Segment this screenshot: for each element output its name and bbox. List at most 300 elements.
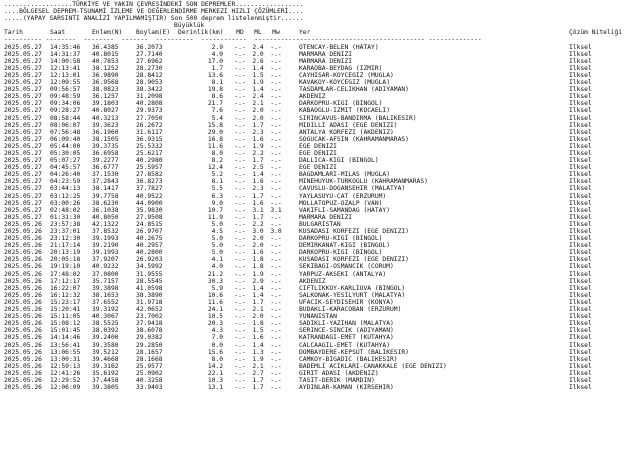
cell-revision: İlksel [569,135,592,143]
cell-place: KUSADASI KORFEZI (EGE DENIZI) [299,256,409,264]
cell-lon: 40.2957 [136,242,163,250]
cell-md: -.- [234,185,246,193]
col-place: Yer [299,29,311,37]
cell-lon: 31.9555 [136,270,163,278]
cell-place: AKDENIZ [299,93,326,101]
cell-md: -.- [234,284,246,292]
cell-depth: 29.0 [207,128,223,136]
cell-ml: 1.7 [252,376,264,384]
table-row [4,334,640,341]
cell-md: -.- [234,79,246,87]
cell-date: 2025.05.27 [4,86,42,94]
cell-depth: 5.0 [211,249,223,257]
cell-mw: 3.1 [270,206,282,214]
cell-lon: 24.8515 [136,220,163,228]
cell-place: VAKIFLI-SAMANDAG (HATAY) [299,206,390,214]
cell-revision: İlksel [569,86,592,94]
header-line-2: ....BÖLGESEL DEPREM-TSUNAMİ İZLEME VE DEĞERLENDİRME MERKEZİ HIZLI ÇÖZÜMLERİ.... [4,8,304,16]
cell-mw: -.- [270,334,282,342]
cell-depth: 5.0 [211,220,223,228]
cell-ml: 2.3 [252,185,264,193]
cell-md: -.- [234,164,246,172]
cell-lon: 31.2098 [136,93,163,101]
cell-revision: İlksel [569,171,592,179]
cell-place: YUNANISTAN [299,313,337,321]
cell-ml: 1.7 [252,192,264,200]
table-row [4,86,640,93]
table-row [4,164,640,171]
cell-ml: 1.9 [252,270,264,278]
cell-date: 2025.05.27 [4,71,42,79]
cell-depth: 16.8 [207,135,223,143]
cell-time: 19:19:10 [50,263,81,271]
cell-mw: -.- [270,341,282,349]
cell-place: MIDILLI ADASI (EGE DENIZI) [299,121,398,129]
cell-depth: 5.5 [211,185,223,193]
cell-date: 2025.05.27 [4,128,42,136]
cell-ml: 2.0 [252,107,264,115]
cell-time: 09:28:27 [50,107,81,115]
cell-date: 2025.05.26 [4,291,42,299]
cell-md: -.- [234,277,246,285]
cell-lat: 40.8050 [92,213,119,221]
cell-md: -.- [234,192,246,200]
cell-place: ANTALYA KORFEZI (AKDENIZ) [299,128,394,136]
header-line-1: ..................TÜRKİYE VE YAKIN ÇEVRESİNDEKİ SON DEPREMLER.................. [4,1,304,8]
cell-lat: 37.6552 [92,298,119,306]
cell-md: -.- [234,71,246,79]
table-row [4,79,640,86]
cell-place: MOLLATOPUZ-OZALP (VAN) [299,199,383,207]
cell-ml: 1.8 [252,263,264,271]
cell-time: 03:44:13 [50,185,81,193]
cell-mw: -.- [270,320,282,328]
cell-date: 2025.05.27 [4,142,42,150]
cell-date: 2025.05.26 [4,220,42,228]
cell-depth: 8.1 [211,178,223,186]
cell-revision: İlksel [569,100,592,108]
cell-date: 2025.05.26 [4,327,42,335]
table-row [4,285,640,292]
cell-lon: 26.9707 [136,228,163,235]
cell-ml: 1.9 [252,355,264,363]
cell-time: 13:06:55 [50,348,81,356]
cell-place: KABAOGLU-IZMIT (KOCAELI) [299,107,390,115]
col-lat: Enlem(N) [92,29,123,37]
cell-mw: -.- [270,157,282,165]
cell-lat: 38.0823 [92,86,119,94]
cell-date: 2025.05.27 [4,43,42,51]
cell-lat: 40.3213 [92,114,119,122]
cell-revision: İlksel [569,121,592,129]
cell-md: -.- [234,348,246,356]
cell-revision: İlksel [569,263,592,271]
table-row [4,44,640,51]
cell-place: KARAOBA-BEYDAG (IZMIR) [299,64,383,72]
cell-place: EGE DENIZI [299,149,337,157]
cell-place: CAVUSLU-DOGANSEHIR (MALATYA) [299,185,406,193]
cell-md: -.- [234,50,246,58]
cell-mw: -.- [270,277,282,285]
cell-revision: İlksel [569,185,592,193]
cell-date: 2025.05.26 [4,362,42,370]
cell-date: 2025.05.27 [4,135,42,143]
cell-lat: 38.1252 [92,64,119,72]
cell-revision: İlksel [569,93,592,101]
cell-time: 03:12:25 [50,192,81,200]
cell-md: -.- [234,384,246,392]
cell-md: -.- [234,263,246,271]
cell-ml: 1.9 [252,79,264,87]
cell-depth: 9.0 [211,199,223,207]
cell-depth: 5.2 [211,171,223,179]
cell-depth: 8.0 [211,149,223,157]
cell-ml: 1.4 [252,291,264,299]
cell-depth: 11.6 [207,298,223,306]
cell-depth: 6.3 [211,192,223,200]
cell-md: -.- [234,213,246,221]
table-row [4,115,640,122]
cell-md: -.- [234,64,246,72]
cell-ml: 1.7 [252,384,264,392]
cell-lon: 27.6962 [136,57,163,65]
cell-md: -.- [234,171,246,179]
cell-lat: 37.9207 [92,256,119,264]
table-row [4,150,640,157]
cell-date: 2025.05.26 [4,313,42,321]
cell-revision: İlksel [569,348,592,356]
cell-ml: 2.0 [252,242,264,250]
table-row [4,100,640,107]
cell-lon: 38.3422 [136,86,163,94]
cell-lon: 25.6217 [136,149,163,157]
table-row [4,256,640,263]
cell-mw: -.- [270,213,282,221]
cell-place: SOGUCAK-AFSIN (KAHRAMANMARAS) [299,135,409,143]
cell-revision: İlksel [569,235,592,243]
cell-lon: 28.1657 [136,348,163,356]
table-row [4,178,640,185]
cell-md: -.- [234,242,246,250]
table-row [4,221,640,228]
cell-mw: 3.0 [270,228,282,235]
cell-place: EGE DENIZI [299,164,337,172]
cell-place: TASDAMLAR-CELIKHAN (ADIYAMAN) [299,86,409,94]
cell-revision: İlksel [569,270,592,278]
cell-lat: 38.6230 [92,199,119,207]
cell-mw: -.- [270,171,282,179]
cell-depth: 10.6 [207,291,223,299]
table-row [4,249,640,256]
cell-lat: 40.8027 [92,107,119,115]
cell-time: 17:12:17 [50,277,81,285]
cell-date: 2025.05.26 [4,242,42,250]
cell-depth: 8.0 [211,355,223,363]
cell-depth: 2.9 [211,43,223,51]
col-mw: Mw [272,29,280,37]
cell-place: AYDINLAR-KAMAN (KIRSEHIR) [299,384,394,392]
cell-time: 20:13:19 [50,249,81,257]
cell-revision: İlksel [569,79,592,87]
col-md: MD [236,29,244,37]
cell-place: UFACIK-SEYDISEHIR (KONYA) [299,298,394,306]
cell-place: SIRINCAVUS-BANDIRMA (BALIKESIR) [299,114,417,122]
cell-revision: İlksel [569,256,592,264]
cell-date: 2025.05.26 [4,228,42,235]
cell-depth: 10.5 [207,313,223,321]
cell-lon: 40.2675 [136,235,163,243]
cell-mw: -.- [270,242,282,250]
cell-mw: -.- [270,135,282,143]
cell-time: 05:44:00 [50,142,81,150]
cell-lon: 31.6117 [136,128,163,136]
cell-time: 12:59:13 [50,362,81,370]
cell-revision: İlksel [569,327,592,335]
cell-depth: 5.9 [211,284,223,292]
cell-ml: 2.6 [252,57,264,65]
cell-mw: -.- [270,263,282,271]
cell-ml: 1.3 [252,348,264,356]
cell-mw: -.- [270,121,282,129]
table-row [4,228,640,235]
cell-lat: 39.3805 [92,384,119,392]
cell-lat: 36.6777 [92,164,119,172]
cell-time: 15:11:05 [50,313,81,321]
cell-date: 2025.05.26 [4,355,42,363]
table-row [4,271,640,278]
cell-date: 2025.05.26 [4,298,42,306]
cell-mw: -.- [270,355,282,363]
cell-depth: 0.0 [211,341,223,349]
cell-lon: 31.9718 [136,298,163,306]
cell-ml: 1.8 [252,320,264,328]
cell-place: DEMIRKANAT-KIGI (BINGOL) [299,242,390,250]
cell-mw: -.- [270,270,282,278]
cell-depth: 17.0 [207,57,223,65]
cell-ml: 1.6 [252,334,264,342]
cell-date: 2025.05.26 [4,376,42,384]
cell-date: 2025.05.26 [4,249,42,257]
cell-place: SEKIBAGI-OSMANCIK (CORUM) [299,263,394,271]
cell-date: 2025.05.26 [4,277,42,285]
cell-lat: 39.7758 [92,192,119,200]
cell-revision: İlksel [569,298,592,306]
cell-revision: İlksel [569,355,592,363]
cell-ml: 1.4 [252,171,264,179]
cell-place: DALLICA-KIGI (BINGOL) [299,157,379,165]
cell-ml: 1.4 [252,64,264,72]
cell-revision: İlksel [569,306,592,314]
cell-time: 13:56:41 [50,341,81,349]
cell-md: -.- [234,341,246,349]
cell-place: TASIT-DERIK (MARDIN) [299,376,375,384]
cell-revision: İlksel [569,178,592,186]
cell-depth: 7.0 [211,334,223,342]
cell-depth: 20.3 [207,320,223,328]
cell-ml: 2.2 [252,149,264,157]
cell-depth: 10.7 [207,206,223,214]
cell-revision: İlksel [569,242,592,250]
cell-revision: İlksel [569,277,592,285]
cell-place: CALCAAGIL-EMET (KUTAHYA) [299,341,390,349]
cell-mw: -.- [270,284,282,292]
col-revision: Çözüm Niteliği [569,29,623,37]
cell-time: 20:05:18 [50,256,81,264]
table-row [4,349,640,356]
cell-time: 15:23:17 [50,298,81,306]
cell-depth: 19.8 [207,86,223,94]
cell-ml: 3.1 [252,206,264,214]
cell-depth: 30.3 [207,277,223,285]
cell-md: -.- [234,220,246,228]
cell-md: -.- [234,256,246,264]
cell-place: DARKOPRU-KIGI (BINGOL) [299,100,383,108]
cell-date: 2025.05.26 [4,284,42,292]
cell-lat: 36.9568 [92,79,119,87]
cell-time: 15:20:41 [50,306,81,314]
cell-lat: 35.6192 [92,369,119,377]
table-row [4,171,640,178]
cell-lat: 36.6958 [92,149,119,157]
cell-date: 2025.05.27 [4,57,42,65]
table-row [4,377,640,384]
cell-mw: -.- [270,86,282,94]
cell-lat: 39.3898 [92,284,119,292]
cell-md: -.- [234,249,246,257]
cell-lon: 38.3890 [136,291,163,299]
cell-md: -.- [234,178,246,186]
cell-date: 2025.05.27 [4,121,42,129]
cell-place: KATRANDAGI-EMET (KUTAHYA) [299,334,394,342]
cell-md: -.- [234,135,246,143]
cell-ml: 1.4 [252,341,264,349]
cell-lon: 26.2672 [136,121,163,129]
cell-place: OTENCAY-BELEN (HATAY) [299,43,379,51]
cell-depth: 11.9 [207,213,223,221]
table-row [4,185,640,192]
cell-mw: -.- [270,249,282,257]
table-row [4,292,640,299]
table-row [4,93,640,100]
cell-mw: -.- [270,114,282,122]
cell-lon: 28.1668 [136,355,163,363]
cell-mw: -.- [270,185,282,193]
cell-lon: 29.0382 [136,334,163,342]
cell-date: 2025.05.27 [4,171,42,179]
cell-revision: İlksel [569,206,592,214]
cell-time: 14:35:46 [50,43,81,51]
cell-ml: 1.7 [252,213,264,221]
cell-ml: 3.0 [252,228,264,235]
cell-revision: İlksel [569,114,592,122]
col-ml: ML [254,29,262,37]
col-time: Saat [50,29,66,37]
cell-md: -.- [234,369,246,377]
cell-mw: -.- [270,376,282,384]
cell-mw: -.- [270,164,282,172]
cell-lon: 25.9577 [136,362,163,370]
cell-place: MARMARA DENIZI [299,57,353,65]
cell-md: -.- [234,362,246,370]
cell-time: 12:29:52 [50,376,81,384]
cell-revision: İlksel [569,320,592,328]
cell-lat: 39.1993 [92,235,119,243]
cell-lat: 40.3067 [92,313,119,321]
cell-ml: 1.5 [252,327,264,335]
cell-md: -.- [234,355,246,363]
col-depth: Derinlik(km) [178,29,224,37]
cell-depth: 4.0 [211,263,223,271]
cell-date: 2025.05.27 [4,192,42,200]
cell-date: 2025.05.27 [4,149,42,157]
cell-ml: 1.4 [252,86,264,94]
cell-revision: İlksel [569,384,592,392]
cell-depth: 1.7 [211,64,223,72]
cell-mw: -.- [270,199,282,207]
cell-lon: 36.2073 [136,43,163,51]
cell-lon: 40.2800 [136,249,163,257]
table-row [4,235,640,242]
cell-lat: 36.4385 [92,43,119,51]
cell-md: -.- [234,313,246,321]
cell-lat: 39.3580 [92,341,119,349]
cell-place: KUSADASI KORFEZI (EGE DENIZI) [299,228,409,235]
table-row [4,342,640,349]
table-row [4,72,640,79]
cell-ml: 1.6 [252,249,264,257]
cell-ml: 1.5 [252,71,264,79]
cell-ml: 2.0 [252,50,264,58]
cell-depth: 13.1 [207,384,223,392]
cell-lon: 28.8412 [136,71,163,79]
cell-mw: -.- [270,128,282,136]
cell-mw: -.- [270,313,282,321]
cell-revision: İlksel [569,213,592,221]
col-date: Tarih [4,29,23,37]
cell-date: 2025.05.26 [4,256,42,264]
cell-date: 2025.05.26 [4,341,42,349]
table-row [4,136,640,143]
cell-lat: 36.9890 [92,71,119,79]
cell-time: 09:48:59 [50,93,81,101]
cell-lat: 39.3735 [92,142,119,150]
cell-time: 16:12:32 [50,291,81,299]
cell-lon: 25.5332 [136,142,163,150]
cell-depth: 4.1 [211,256,223,264]
cell-date: 2025.05.26 [4,348,42,356]
cell-lat: 40.8015 [92,50,119,58]
cell-depth: 8.1 [211,79,223,87]
table-row [4,363,640,370]
cell-lat: 38.5525 [92,320,119,328]
cell-date: 2025.05.27 [4,107,42,115]
cell-time: 06:09:40 [50,135,81,143]
cell-time: 05:30:05 [50,149,81,157]
cell-depth: 21.2 [207,270,223,278]
table-row [4,313,640,320]
cell-ml: 2.5 [252,164,264,172]
cell-md: -.- [234,107,246,115]
cell-date: 2025.05.27 [4,199,42,207]
cell-md: -.- [234,121,246,129]
table-row [4,107,640,114]
cell-lon: 44.0900 [136,199,163,207]
cell-date: 2025.05.26 [4,306,42,314]
cell-mw: -.- [270,43,282,51]
cell-mw: -.- [270,100,282,108]
cell-place: AKDENIZ [299,277,326,285]
cell-time: 17:48:02 [50,270,81,278]
